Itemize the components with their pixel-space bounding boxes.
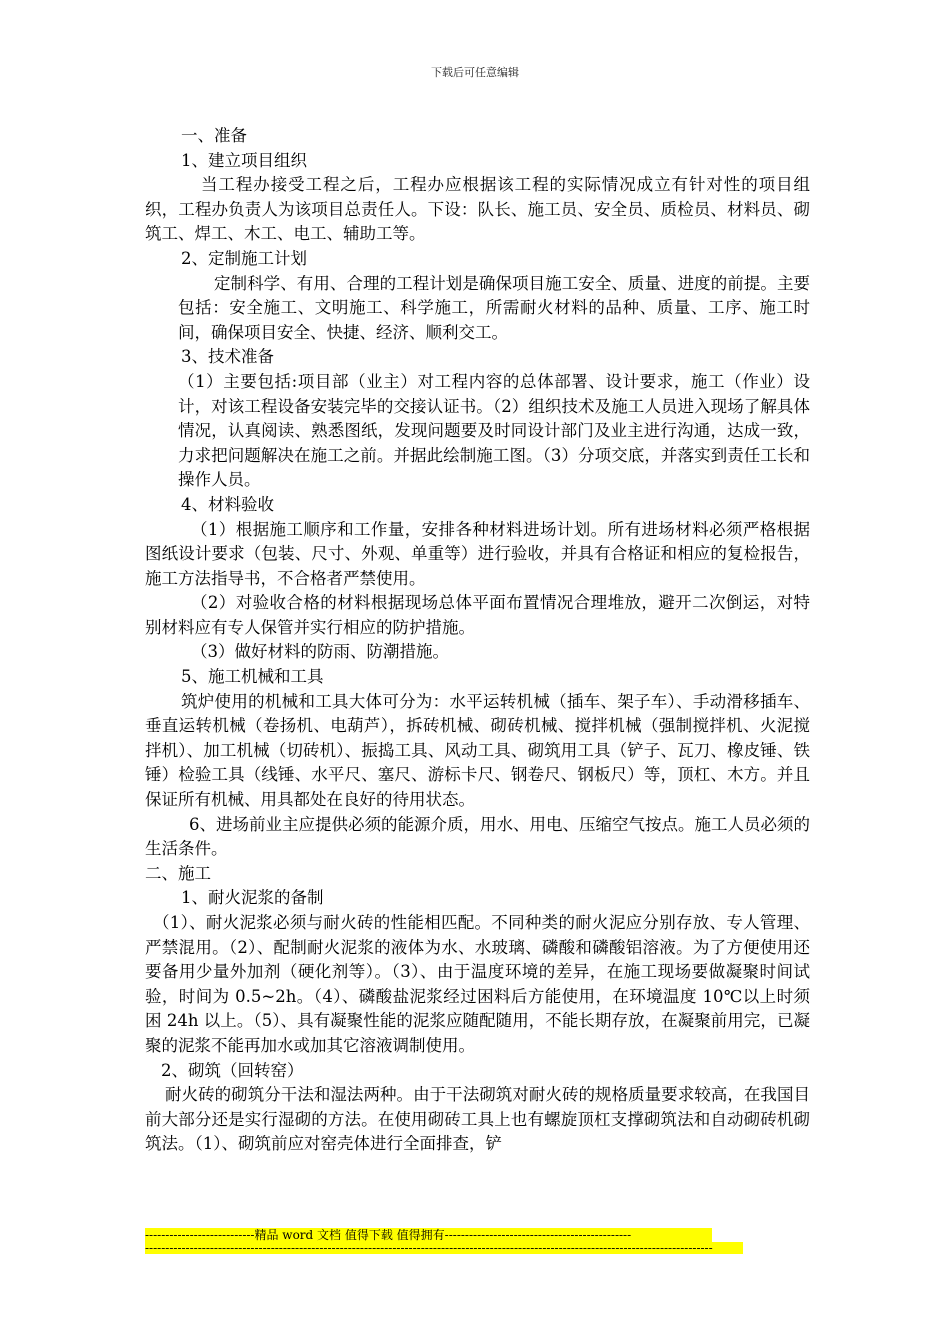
paragraph-plan: 定制科学、有用、合理的工程计划是确保项目施工安全、质量、进度的前提。主要包括：安全施工、文明施工、科学施工，所需耐火材料的品种、质量、工序、施工时间，确保项目安全、快捷、经济、顺利交工。 [178,273,810,342]
subheading-tech-prep: 3、技术准备 [181,347,274,367]
document-body [145,124,810,1157]
heading-prepare: 一、准备 [181,126,247,145]
paragraph-project-org: 当工程办接受工程之后，工程办应根据该工程的实际情况成立有针对性的项目组织，工程办负责人为该项目总责任人。下设：队长、施工员、安全员、质检员、材料员、砌筑工、焊工、木工、电工、辅助工等。 [145,175,810,244]
subheading-masonry: 2、砌筑（回转窑） [161,1060,304,1080]
footer-divider: -------------------------------------------------------------------------------------------------------------------------------------------- [145,1242,743,1254]
heading-construction: 二、施工 [145,863,211,883]
paragraph-material-check-3: （3）做好材料的防雨、防潮措施。 [191,642,449,662]
paragraph-site-entry: 6、进场前业主应提供必须的能源介质，用水、用电、压缩空气按点。施工人员必须的生活条件。 [145,814,810,859]
paragraph-machinery: 筑炉使用的机械和工具大体可分为：水平运转机械（插车、架子车）、手动滑移插车、垂直运转机械（卷扬机、电葫芦），拆砖机械、砌砖机械、搅拌机械（强制搅拌机、火泥搅拌机）、加工机械（切砖机）、振捣工具、风动工具、砌筑用工具（铲子、瓦刀、橡皮锤、铁锤）检验工具（线锤、水平尺、塞尺、游标卡尺、钢卷尺、钢板尺）等，顶杠、木方。并且保证所有机械、用具都处在良好的待用状态。 [145,691,810,810]
subheading-machinery: 5、施工机械和工具 [181,667,324,687]
subheading-mortar: 1、耐火泥浆的备制 [181,888,324,908]
page-footer [145,1228,745,1254]
paragraph-masonry: 耐火砖的砌筑分干法和湿法两种。由于干法砌筑对耐火砖的规格质量要求较高，在我国目前大部分还是实行湿砌的方法。在使用砌砖工具上也有螺旋顶杠支撑砌筑法和自动砌砖机砌筑法。（1）、砌筑前应对窑壳体进行全面排查，铲 [145,1085,810,1154]
paragraph-mortar: （1）、耐火泥浆必须与耐火砖的性能相匹配。不同种类的耐火泥应分别存放、专人管理、严禁混用。（2）、配制耐火泥浆的液体为水、水玻璃、磷酸和磷酸铝溶液。为了方便使用还要备用少量外加剂（硬化剂等）。（3）、由于温度环境的差异，在施工现场要做凝聚时间试验，时间为 0.5~2h。（4）、磷酸盐泥浆经过困料后方能使用，在环境温度 10℃以上时须困 24h 以上。（5）、具有凝聚性能的泥浆应随配随用，不能长期存放，在凝聚前用完，已凝聚的泥浆不能再加水或加其它溶液调制使用。 [145,913,810,1055]
paragraph-material-check-2: （2）对验收合格的材料根据现场总体平面布置情况合理堆放，避开二次倒运，对特别材料应有专人保管并实行相应的防护措施。 [145,593,810,637]
subheading-project-org: 1、建立项目组织 [181,150,307,170]
paragraph-tech-prep: （1）主要包括:项目部（业主）对工程内容的总体部署、设计要求，施工（作业）设计，对该工程设备安装完毕的交接认证书。（2）组织技术及施工人员进入现场了解具体情况，认真阅读、熟悉图纸，发现问题要及时同设计部门及业主进行沟通，达成一致，力求把问题解决在施工之前。并据此绘制施工图。（3）分项交底，并落实到责任工长和操作人员。 [178,371,810,490]
paragraph-material-check-1: （1）根据施工顺序和工作量，安排各种材料进场计划。所有进场材料必须严格根据图纸设计要求（包装、尺寸、外观、单重等）进行验收，并具有合格证和相应的复检报告，施工方法指导书，不合格者严禁使用。 [145,519,810,588]
page-header: 下载后可任意编辑 [431,66,519,79]
footer-banner: ---------------------------精品 word 文档 值得下载 值得拥有---------------------------------------------- [145,1228,712,1242]
subheading-plan: 2、定制施工计划 [181,248,307,268]
subheading-material-check: 4、材料验收 [181,494,274,514]
